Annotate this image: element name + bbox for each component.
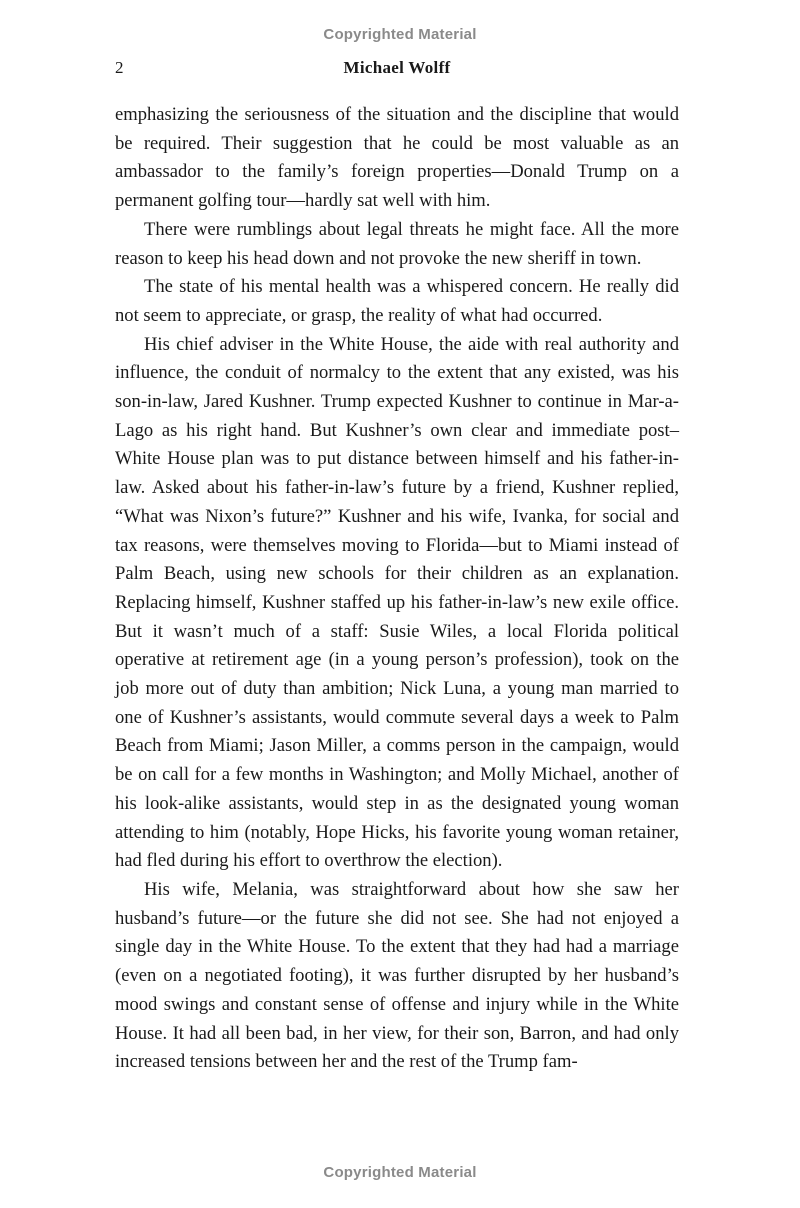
paragraph-kushner: His chief adviser in the White House, the aide with real authority and influence, the conduit of normalcy to the extent that any existed, was his son-in-law, Jared Kushner. Trump expected Kushner to continue in Mar-a-Lago as his right hand. But Kushner’s own clear and immediate post–White House plan was to put distance between himself and his father-in-law. Asked about his father-in-law’s future by a friend, Kushner replied, “What was Nixon’s future?” Kushner and his wife, Ivanka, for social and tax reasons, were themselves moving to Florida—but to Miami instead of Palm Beach, using new schools for their children as an explanation. Replacing himself, Kushner staffed up his father-in-law’s new exile office. But it wasn’t much of a staff: Susie Wiles, a local Florida political operative at retirement age (in a young person’s profession), took on the job more out of duty than ambition; Nick Luna, a young man married to one of Kushner’s assistants, would commute several days a week to Palm Beach from Miami; Jason Miller, a comms person in the campaign, would be on call for a few months in Washington; and Molly Michael, another of his look-alike assistants, would step in as the designated young woman attending to him (notably, Hope Hicks, his favorite young woman retainer, had fled during his effort to overthrow the election). xyxy=(115,333,679,872)
paragraph-mental-health: The state of his mental health was a whispered concern. He really did not seem to appreciate, or grasp, the reality of what had occurred. xyxy=(115,276,679,326)
running-head xyxy=(115,58,679,82)
paragraph-legal-threats: There were rumblings about legal threats he might face. All the more reason to keep his head down and not provoke the new sheriff in town. xyxy=(115,218,679,269)
paragraph-melania: His wife, Melania, was straightforward about how she saw her husband’s future—or the future she did not see. She had not enjoyed a single day in the White House. To the extent that they had had a marriage (even on a negotiated footing), it was further disrupted by her husband’s mood swings and constant sense of offense and injury while in the White House. It had all been bad, in her view, for their son, Barron, and had only increased tensions between her and the rest of the Trump fam- xyxy=(115,878,679,1073)
paragraph-continued: emphasizing the seriousness of the situation and the discipline that would be required. Their suggestion that he could be most valuable as an ambassador to the family’s foreign properties—Donald Trump on a permanent golfing tour—hardly sat well with him. xyxy=(115,104,679,212)
copyright-watermark-bottom: Copyrighted Material xyxy=(323,1164,477,1181)
page-number: 2 xyxy=(115,58,124,77)
copyright-watermark-top: Copyrighted Material xyxy=(323,26,477,43)
body-text xyxy=(115,101,679,1077)
running-title-author: Michael Wolff xyxy=(343,58,451,77)
